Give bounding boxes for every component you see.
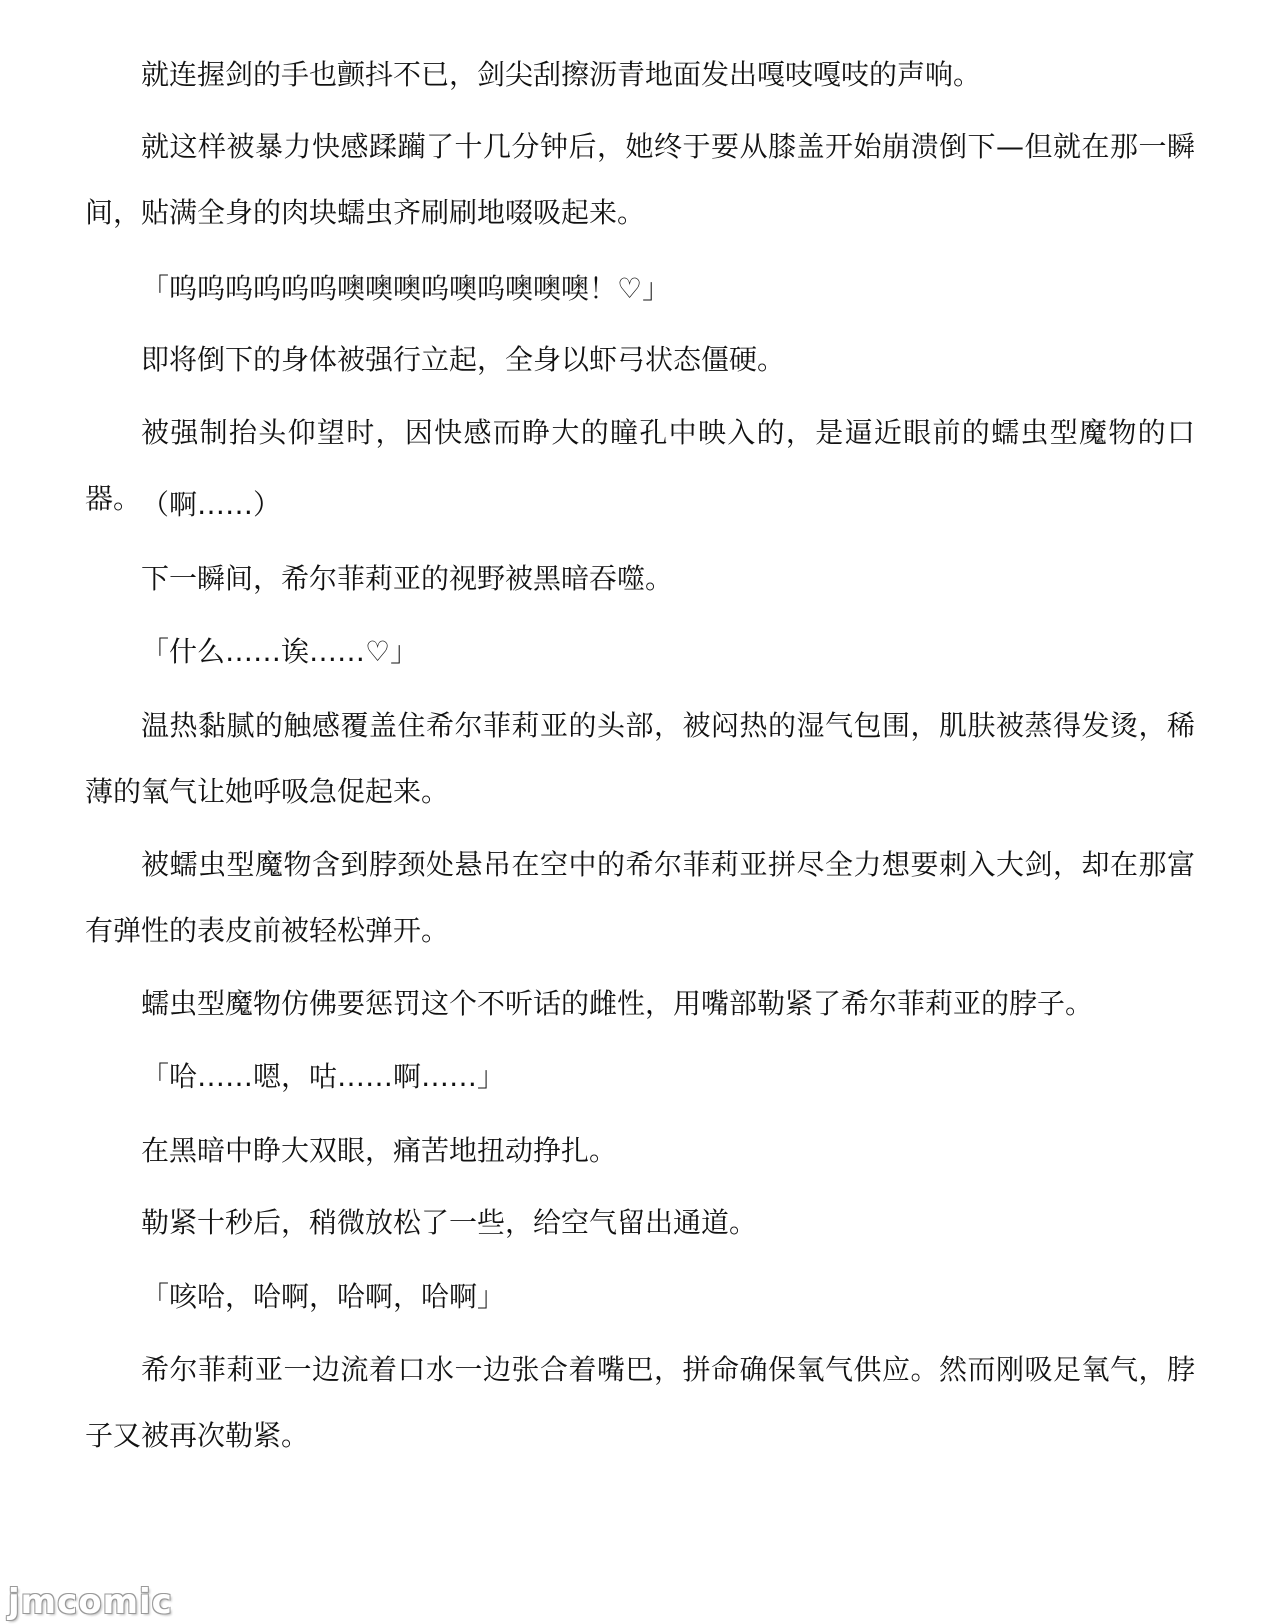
paragraph: 就这样被暴力快感蹂躏了十几分钟后，她终于要从膝盖开始崩溃倒下—但就在那一瞬间，贴满全身的肉块蠕虫齐刷刷地啜吸起来。	[85, 130, 1195, 229]
dialogue-line: 「哈……嗯，咕……啊……」	[141, 1060, 506, 1093]
watermark-logo: jmcomic	[8, 1582, 173, 1622]
paragraph: 被蠕虫型魔物含到脖颈处悬吊在空中的希尔菲莉亚拼尽全力想要刺入大剑，却在那富有弹性的表皮前被轻松弹开。	[85, 848, 1195, 947]
paragraph: 勒紧十秒后，稍微放松了一些，给空气留出通道。	[141, 1206, 758, 1239]
paragraph: 被强制抬头仰望时，因快感而睁大的瞳孔中映入的，是逼近眼前的蠕虫型魔物的口器。	[85, 416, 1195, 515]
dialogue-line: 「什么……诶……♡」	[141, 635, 419, 668]
paragraph: 希尔菲莉亚一边流着口水一边张合着嘴巴，拼命确保氧气供应。然而刚吸足氧气，脖子又被再次勒紧。	[85, 1353, 1195, 1452]
dialogue-line: 「咳哈，哈啊，哈啊，哈啊」	[141, 1280, 506, 1313]
paragraph: 就连握剑的手也颤抖不已，剑尖刮擦沥青地面发出嘎吱嘎吱的声响。	[141, 58, 982, 91]
paragraph: 蠕虫型魔物仿佛要惩罚这个不听话的雌性，用嘴部勒紧了希尔菲莉亚的脖子。	[141, 987, 1094, 1020]
dialogue-line: 「呜呜呜呜呜呜噢噢噢呜噢呜噢噢噢！♡」	[141, 272, 671, 305]
thought-line: （啊……）	[141, 488, 282, 521]
paragraph: 在黑暗中睁大双眼，痛苦地扭动挣扎。	[141, 1134, 618, 1167]
paragraph: 即将倒下的身体被强行立起，全身以虾弓状态僵硬。	[141, 343, 786, 376]
paragraph: 温热黏腻的触感覆盖住希尔菲莉亚的头部，被闷热的湿气包围，肌肤被蒸得发烫，稀薄的氧气让她呼吸急促起来。	[85, 709, 1195, 808]
paragraph: 下一瞬间，希尔菲莉亚的视野被黑暗吞噬。	[141, 562, 674, 595]
